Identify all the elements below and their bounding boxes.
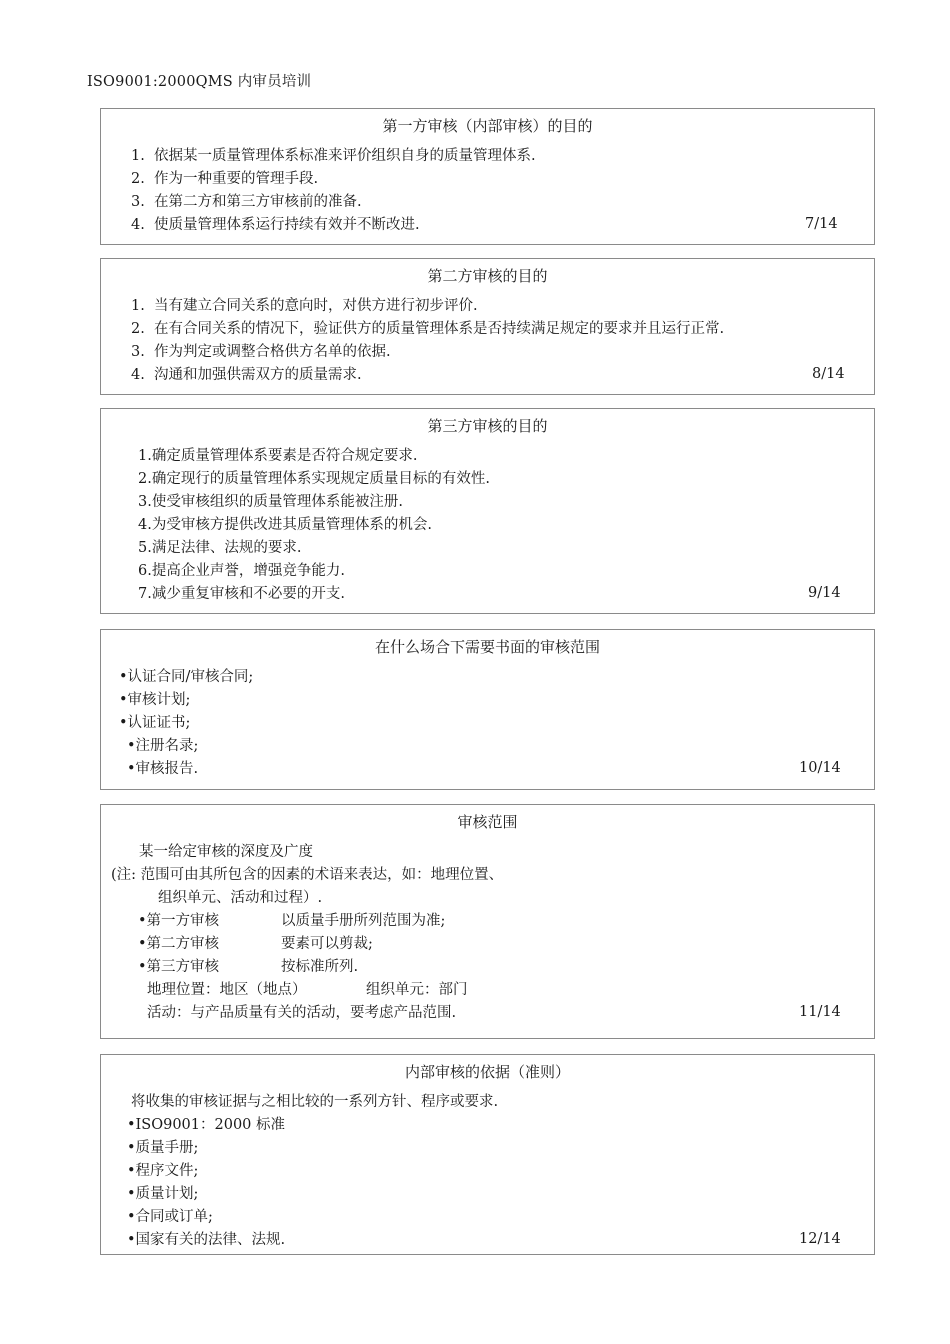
list-item: 4.为受审核方提供改进其质量管理体系的机会. <box>138 517 432 533</box>
text-line: 地理位置：地区（地点） <box>147 982 307 998</box>
page-number: 10/14 <box>799 760 841 776</box>
page-number: 11/14 <box>799 1004 841 1020</box>
list-item-value: 要素可以剪裁; <box>281 936 373 952</box>
list-item: 3. 作为判定或调整合格供方名单的依据. <box>131 344 391 360</box>
slide-title: 审核范围 <box>457 813 518 831</box>
list-item: •审核计划; <box>119 692 191 708</box>
list-item: 5.满足法律、法规的要求. <box>138 540 302 556</box>
list-item-label: •第二方审核 <box>138 936 220 952</box>
list-item-label: •第三方审核 <box>138 959 220 975</box>
list-item: 1. 依据某一质量管理体系标准来评价组织自身的质量管理体系. <box>131 148 536 164</box>
list-item: 1.确定质量管理体系要素是否符合规定要求. <box>138 448 418 464</box>
slide-title: 第一方审核（内部审核）的目的 <box>382 117 593 135</box>
list-item: •合同或订单; <box>127 1209 213 1225</box>
list-item-value: 按标准所列. <box>281 959 359 975</box>
list-item: •程序文件; <box>127 1163 199 1179</box>
slide-third-party-audit <box>100 408 875 614</box>
list-item: •注册名录; <box>127 738 199 754</box>
list-item: •质量手册; <box>127 1140 199 1156</box>
slide-written-audit-scope <box>100 629 875 790</box>
list-item: 3.使受审核组织的质量管理体系能被注册. <box>138 494 403 510</box>
text-line: 活动：与产品质量有关的活动，要考虑产品范围. <box>147 1005 457 1021</box>
text-line: (注: 范围可由其所包含的因素的术语来表达，如：地理位置、 <box>111 867 504 883</box>
text-line: 将收集的审核证据与之相比较的一系列方针、程序或要求. <box>131 1094 499 1110</box>
slide-first-party-audit <box>100 108 875 245</box>
document-header: ISO9001:2000QMS 内审员培训 <box>87 74 312 90</box>
list-item: •国家有关的法律、法规. <box>127 1232 286 1248</box>
list-item: •ISO9001：2000 标准 <box>127 1117 286 1133</box>
list-item-label: •第一方审核 <box>138 913 220 929</box>
text-line: 组织单元、活动和过程）. <box>158 890 323 906</box>
slide-title: 内部审核的依据（准则） <box>404 1063 570 1081</box>
list-item: 1. 当有建立合同关系的意向时，对供方进行初步评价. <box>131 298 478 314</box>
list-item: •质量计划; <box>127 1186 199 1202</box>
list-item: •认证合同/审核合同; <box>119 669 254 685</box>
list-item: •认证证书; <box>119 715 191 731</box>
text-line: 组织单元：部门 <box>366 982 468 998</box>
list-item: 7.减少重复审核和不必要的开支. <box>138 586 345 602</box>
slide-internal-audit-criteria <box>100 1054 875 1255</box>
slide-second-party-audit <box>100 258 875 395</box>
page-number: 8/14 <box>812 366 845 382</box>
list-item: 4. 沟通和加强供需双方的质量需求. <box>131 367 362 383</box>
list-item: 2. 作为一种重要的管理手段. <box>131 171 319 187</box>
page-number: 7/14 <box>805 216 838 232</box>
list-item: 3. 在第二方和第三方审核前的准备. <box>131 194 362 210</box>
list-item: 2. 在有合同关系的情况下，验证供方的质量管理体系是否持续满足规定的要求并且运行正常. <box>131 321 725 337</box>
list-item: 2.确定现行的质量管理体系实现规定质量目标的有效性. <box>138 471 490 487</box>
slide-title: 第二方审核的目的 <box>427 267 548 285</box>
page-number: 12/14 <box>799 1231 841 1247</box>
text-line: 某一给定审核的深度及广度 <box>139 844 313 860</box>
slide-title: 第三方审核的目的 <box>427 417 548 435</box>
slide-title: 在什么场合下需要书面的审核范围 <box>374 638 600 656</box>
page-number: 9/14 <box>808 585 841 601</box>
list-item: 4. 使质量管理体系运行持续有效并不断改进. <box>131 217 420 233</box>
slide-audit-scope <box>100 804 875 1039</box>
list-item: •审核报告. <box>127 761 199 777</box>
list-item: 6.提高企业声誉，增强竞争能力. <box>138 563 345 579</box>
list-item-value: 以质量手册所列范围为准; <box>281 913 446 929</box>
